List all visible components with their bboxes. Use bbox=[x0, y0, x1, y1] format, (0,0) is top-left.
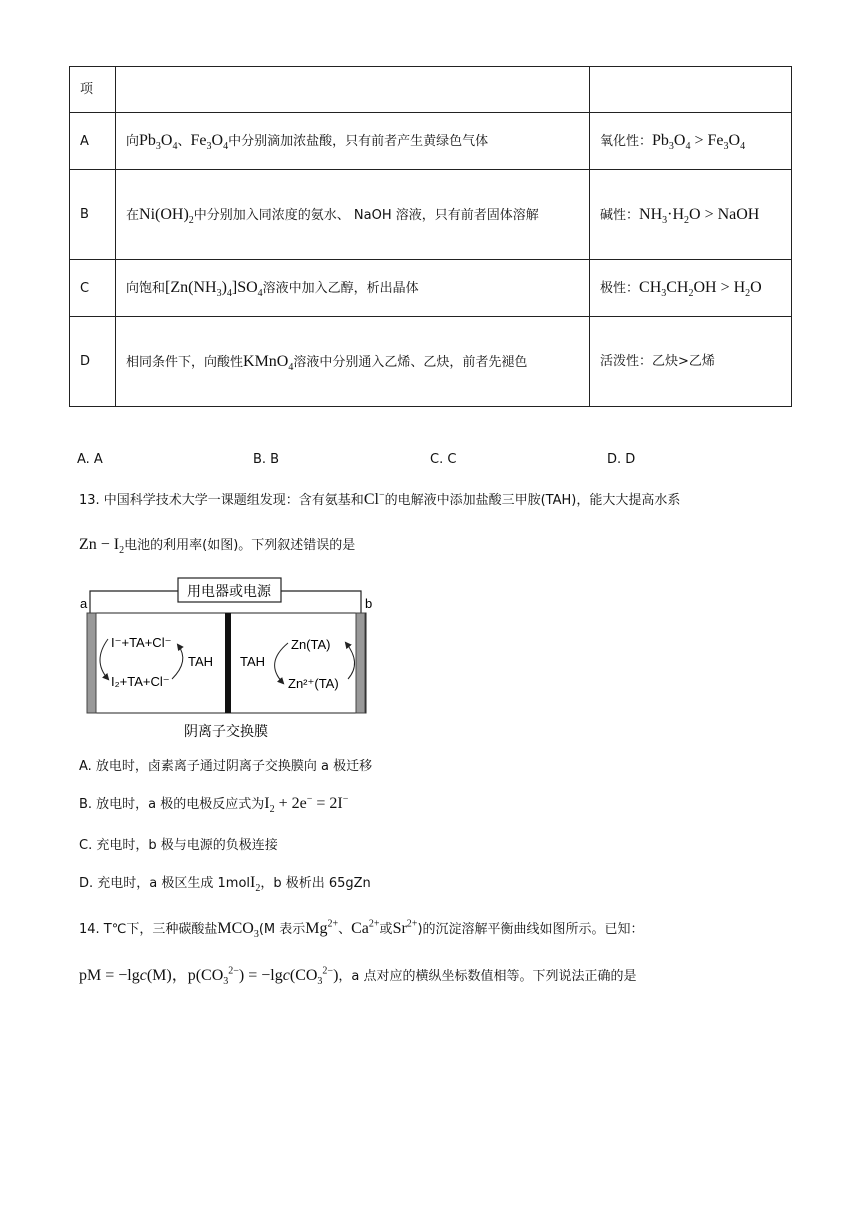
option-d[interactable]: D. D bbox=[607, 452, 636, 467]
table-header-cell bbox=[590, 67, 792, 113]
table-header-cell bbox=[116, 67, 590, 113]
left-bottom-species: I₂+TA+Cl⁻ bbox=[111, 674, 170, 689]
row-label: C bbox=[70, 260, 116, 317]
left-top-species: I⁻+TA+Cl⁻ bbox=[111, 635, 172, 650]
question-13-option-c[interactable]: C. 充电时，b 极与电源的负极连接 bbox=[79, 838, 278, 853]
left-tah: TAH bbox=[188, 654, 214, 669]
electrode-b bbox=[356, 613, 365, 713]
conclusion-cell: 极性：$CH_3CH_2OH > H_2O$ bbox=[590, 260, 792, 317]
battery-diagram bbox=[78, 573, 398, 747]
option-b[interactable]: B. B bbox=[253, 452, 280, 467]
membrane-label: 阴离子交换膜 bbox=[184, 723, 268, 739]
table-row bbox=[70, 317, 792, 407]
wire-left bbox=[90, 591, 178, 613]
power-box-label: 用电器或电源 bbox=[187, 583, 271, 599]
question-14-stem-line2: pM = −lgc(M)，$p(CO_3^{2-}) = -\lg c(CO_3^{2-})$，a 点对应的横纵坐标数值相等。下列说法正确的是 bbox=[79, 965, 637, 988]
question-13-option-b[interactable]: B. 放电时，a 极的电极反应式为$I_2 + 2e^- = 2I^-$ bbox=[79, 793, 349, 816]
table-header-cell: 项 bbox=[70, 67, 116, 113]
row-label: B bbox=[70, 170, 116, 260]
question-13-option-a[interactable]: A. 放电时，卤素离子通过阴离子交换膜向 a 极迁移 bbox=[79, 759, 373, 774]
conclusion-cell: 活泼性：乙炔>乙烯 bbox=[590, 317, 792, 407]
conclusion-cell: 碱性：$NH_3\cdot H_2O$ > NaOH bbox=[590, 170, 792, 260]
conclusion-cell: 氧化性：$Pb_3O_4 > Fe_3O_4$ bbox=[590, 113, 792, 170]
table-header-row bbox=[70, 67, 792, 113]
experiment-cell: 向$Pb_3O_4$、$Fe_3O_4$中分别滴加浓盐酸，只有前者产生黄绿色气体 bbox=[116, 113, 590, 170]
wire-right bbox=[281, 591, 361, 613]
experiment-cell: 在$Ni(OH)_2$中分别加入同浓度的氨水、 NaOH 溶液，只有前者固体溶解 bbox=[116, 170, 590, 260]
option-a[interactable]: A. A bbox=[77, 452, 103, 467]
option-c[interactable]: C. C bbox=[430, 452, 457, 467]
label-b: b bbox=[365, 596, 373, 611]
row-label: A bbox=[70, 113, 116, 170]
anion-exchange-membrane bbox=[225, 613, 231, 713]
experiment-cell: 向饱和$[Zn(NH_3)_4]SO_4$溶液中加入乙醇，析出晶体 bbox=[116, 260, 590, 317]
row-label: D bbox=[70, 317, 116, 407]
right-bottom-species: Zn²⁺(TA) bbox=[288, 676, 339, 691]
electrode-a bbox=[87, 613, 96, 713]
table-row bbox=[70, 113, 792, 170]
experiment-cell: 相同条件下，向酸性KMnO$_4$溶液中分别通入乙烯、乙炔，前者先褪色 bbox=[116, 317, 590, 407]
question-12-table bbox=[69, 66, 792, 407]
arrow-right-down bbox=[275, 643, 288, 683]
question-14-stem-line1: 14. T℃下，三种碳酸盐$MCO_3(M$ 表示$Mg^{2+}$、$Ca^{2+}$或$Sr^{2+}$)的沉淀溶解平衡曲线如图所示。已知： bbox=[79, 918, 644, 941]
question-13-stem-line2: $Zn - I_2$电池的利用率(如图)。下列叙述错误的是 bbox=[79, 536, 356, 557]
right-top-species: Zn(TA) bbox=[291, 637, 331, 652]
label-a: a bbox=[80, 596, 88, 611]
arrow-left-down bbox=[100, 639, 108, 679]
right-tah: TAH bbox=[240, 654, 266, 669]
table-row bbox=[70, 170, 792, 260]
arrow-left-up bbox=[172, 645, 183, 679]
question-13-option-d[interactable]: D. 充电时，a 极区生成 1molI$_2$，b 极析出 65gZn bbox=[79, 874, 371, 895]
question-13-stem-line1: 13. 中国科学技术大学一课题组发现：含有氨基和Cl−的电解液中添加盐酸三甲胺(TAH)，能大大提高水系 bbox=[79, 489, 681, 508]
arrow-right-up bbox=[346, 643, 355, 679]
table-row bbox=[70, 260, 792, 317]
